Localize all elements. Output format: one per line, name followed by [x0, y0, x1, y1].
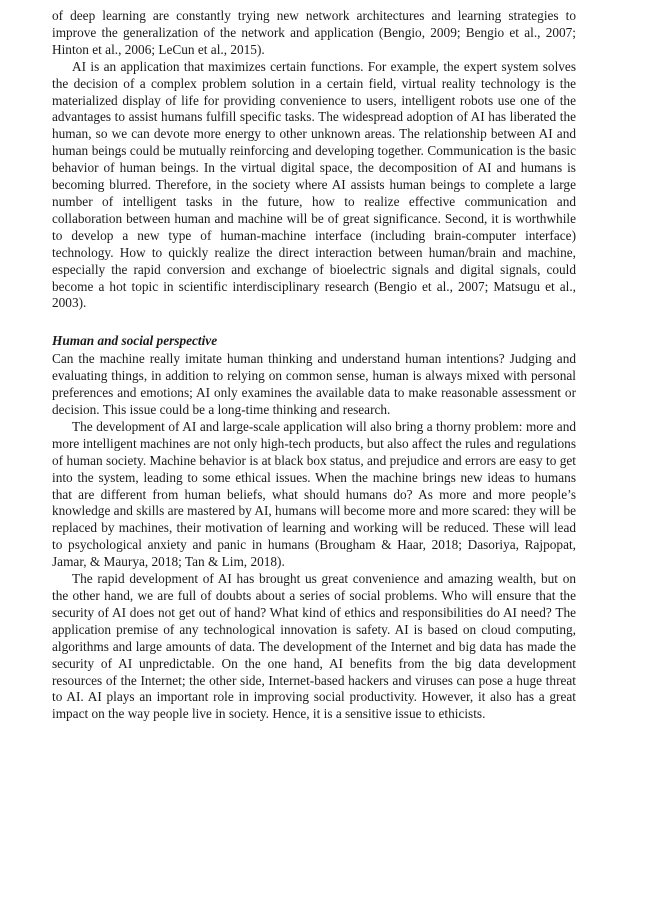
paragraph-rapid-development: The rapid development of AI has brought us great convenience and amazing wealth, but on the other hand, we are full of doubts about a series of social problems. Who will ensure that the security of AI does not get out of hand? What kind of ethics and responsibilities do AI need? The application premise of any technological innovation is safety. AI is based on cloud computing, algorithms and large amounts of data. The development of the Internet and big data has made the security of AI unpredictable. On the one hand, AI benefits from the big data development resources of the Internet; the other side, Internet-based hackers and viruses can pose a huge threat to AI. AI plays an important role in improving social productivity. However, it also has a great impact on the way people live in society. Hence, it is a sensitive issue to ethicists.: [52, 571, 576, 722]
section-heading: Human and social perspective: [52, 333, 218, 349]
document-page: [52, 8, 576, 723]
paragraph-large-scale-application: The development of AI and large-scale application will also bring a thorny problem: more and more intelligent machines are not only high-tech products, but also affect the rules and regulations of human society. Machine behavior is at black box status, and prejudice and errors are easy to get into the system, leading to some ethical issues. When the machine brings new ideas to humans that are different from human beliefs, what should humans do? As more and more people’s knowledge and skills are mastered by AI, humans will become more and more scared: they will be replaced by machines, their motivation of learning and working will be reduced. These will lead to psychological anxiety and panic in humans (Brougham & Haar, 2018; Dasoriya, Rajpopat, Jamar, & Maurya, 2018; Tan & Lim, 2018).: [52, 418, 576, 570]
section-spacer: [52, 312, 576, 332]
paragraph-machine-imitate: Can the machine really imitate human thinking and understand human intentions? Judging and evaluating things, in addition to relying on common sense, human is always mixed with personal preferences and emotions; AI only examines the available data to make reasonable assessment or decision. This issue could be a long-time thinking and research.: [52, 351, 576, 418]
paragraph-deep-learning: of deep learning are constantly trying new network architectures and learning strategies to improve the generalization of the network and application (Bengio, 2009; Bengio et al., 2007; Hinton et al., 2006; LeCun et al., 2015).: [52, 8, 576, 57]
paragraph-ai-application: AI is an application that maximizes certain functions. For example, the expert system solves the decision of a complex problem solution in a certain field, virtual reality technology is the materialized display of life for providing convenience to users, intelligent robots use one of the advantages to assist humans fulfill specific tasks. The widespread adoption of AI has liberated the human, so we can devote more energy to other unknown areas. The relationship between AI and human beings could be mutually reinforcing and developing together. Communication is the basic behavior of human beings. In the virtual digital space, the decomposition of AI and humans is becoming blurred. Therefore, in the society where AI assists human beings to complete a large number of intelligent tasks in the future, how to realize effective communication and collaboration between human and machine will be of great significance. Second, it is worthwhile to develop a new type of human-machine interface (including brain-computer interface) technology. How to quickly realize the direct interaction between human/brain and machine, especially the rapid conversion and exchange of bioelectric signals and digital signals, could become a hot topic in scientific interdisciplinary research (Bengio et al., 2007; Matsugu et al., 2003).: [52, 58, 576, 311]
